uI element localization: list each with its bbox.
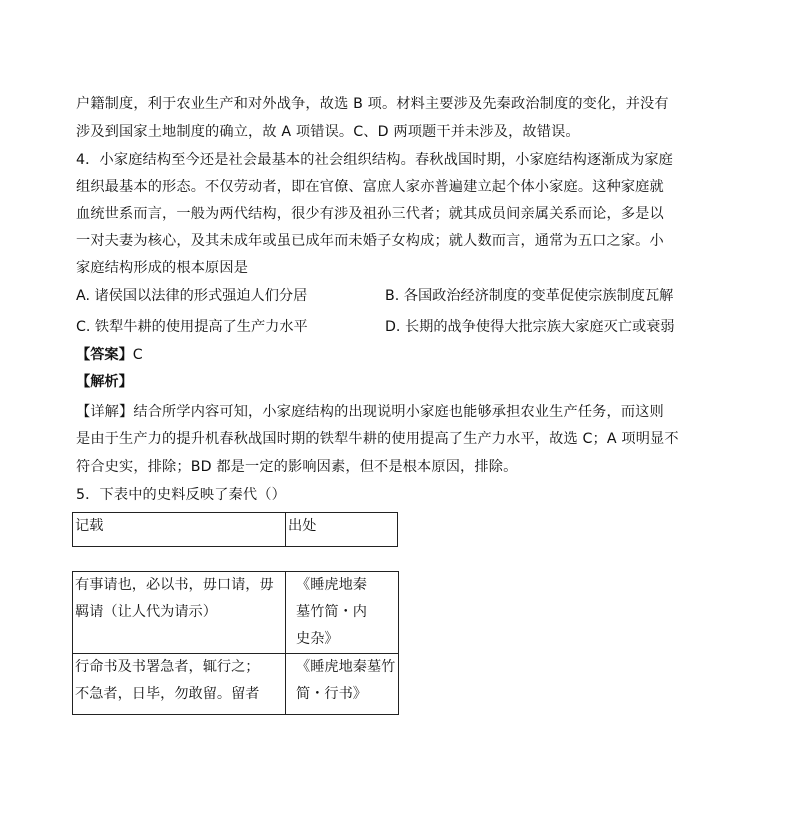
detail-line: 【详解】结合所学内容可知，小家庭结构的出现说明小家庭也能够承担农业生产任务，而这则	[76, 404, 664, 420]
option-a: A. 诸侯国以法律的形式强迫人们分居	[76, 288, 308, 304]
source-table	[72, 571, 399, 715]
source-text-line: 简・行书》	[296, 686, 367, 702]
record-text-line: 有事请也，必以书，毋口请，毋	[75, 577, 274, 593]
header-cell-record: 记载	[73, 513, 286, 547]
detail-line: 符合史实，排除；BD 都是一定的影响因素，但不是根本原因，排除。	[76, 459, 518, 475]
source-text-line: 墓竹简・内	[296, 604, 367, 620]
source-text-line: 《睡虎地秦墓竹	[296, 659, 396, 675]
source-cell	[286, 654, 399, 715]
record-cell	[73, 654, 286, 715]
question-4-stem-line: 组织最基本的形态。不仅劳动者，即在官僚、富庶人家亦普遍建立起个体小家庭。这种家庭就	[76, 179, 664, 195]
option-c: C. 铁犁牛耕的使用提高了生产力水平	[76, 319, 308, 335]
source-cell	[286, 572, 399, 654]
answer-value: C	[132, 347, 143, 363]
source-text-line: 《睡虎地秦	[296, 577, 367, 593]
detail-line: 是由于生产力的提升机春秋战国时期的铁犁牛耕的使用提高了生产力水平，故选 C；A 项明显不	[76, 431, 679, 447]
question-4-stem-line: 一对夫妻为核心，及其未成年或虽已成年而未婚子女构成；就人数而言，通常为五口之家。小	[76, 233, 664, 249]
answer-label: 【答案】	[76, 347, 133, 363]
answer-line	[76, 345, 143, 365]
record-text-line: 行命书及书署急者，辄行之；	[75, 659, 260, 675]
paragraph-line: 户籍制度，利于农业生产和对外战争，故选 B 项。材料主要涉及先秦政治制度的变化，并没有	[76, 96, 669, 112]
record-text-line: 不急者，日毕，勿敢留。留者	[75, 686, 260, 702]
analysis-label-text: 【解析】	[76, 374, 133, 390]
analysis-label	[76, 372, 133, 392]
question-4-stem-line: 家庭结构形成的根本原因是	[76, 260, 249, 276]
paragraph-line: 涉及到国家土地制度的确立，故 A 项错误。C、D 两项题干并未涉及，故错误。	[76, 124, 580, 140]
question-5-stem: 5．下表中的史料反映了秦代（）	[76, 487, 286, 503]
source-text-line: 史杂》	[296, 631, 339, 647]
option-b: B. 各国政治经济制度的变革促使宗族制度瓦解	[385, 288, 674, 304]
record-cell	[73, 572, 286, 654]
table-row	[73, 572, 399, 654]
question-4-stem-line: 4．小家庭结构至今还是社会最基本的社会组织结构。春秋战国时期，小家庭结构逐渐成为家庭	[76, 152, 674, 168]
table-row	[73, 654, 399, 715]
question-4-stem-line: 血统世系而言，一般为两代结构，很少有涉及祖孙三代者；就其成员间亲属关系而论，多是以	[76, 206, 664, 222]
record-text-line: 羁请（让人代为请示）	[75, 604, 217, 620]
option-d: D. 长期的战争使得大批宗族大家庭灭亡或衰弱	[385, 319, 675, 335]
header-table	[72, 512, 398, 547]
header-cell-source: 出处	[286, 513, 398, 547]
